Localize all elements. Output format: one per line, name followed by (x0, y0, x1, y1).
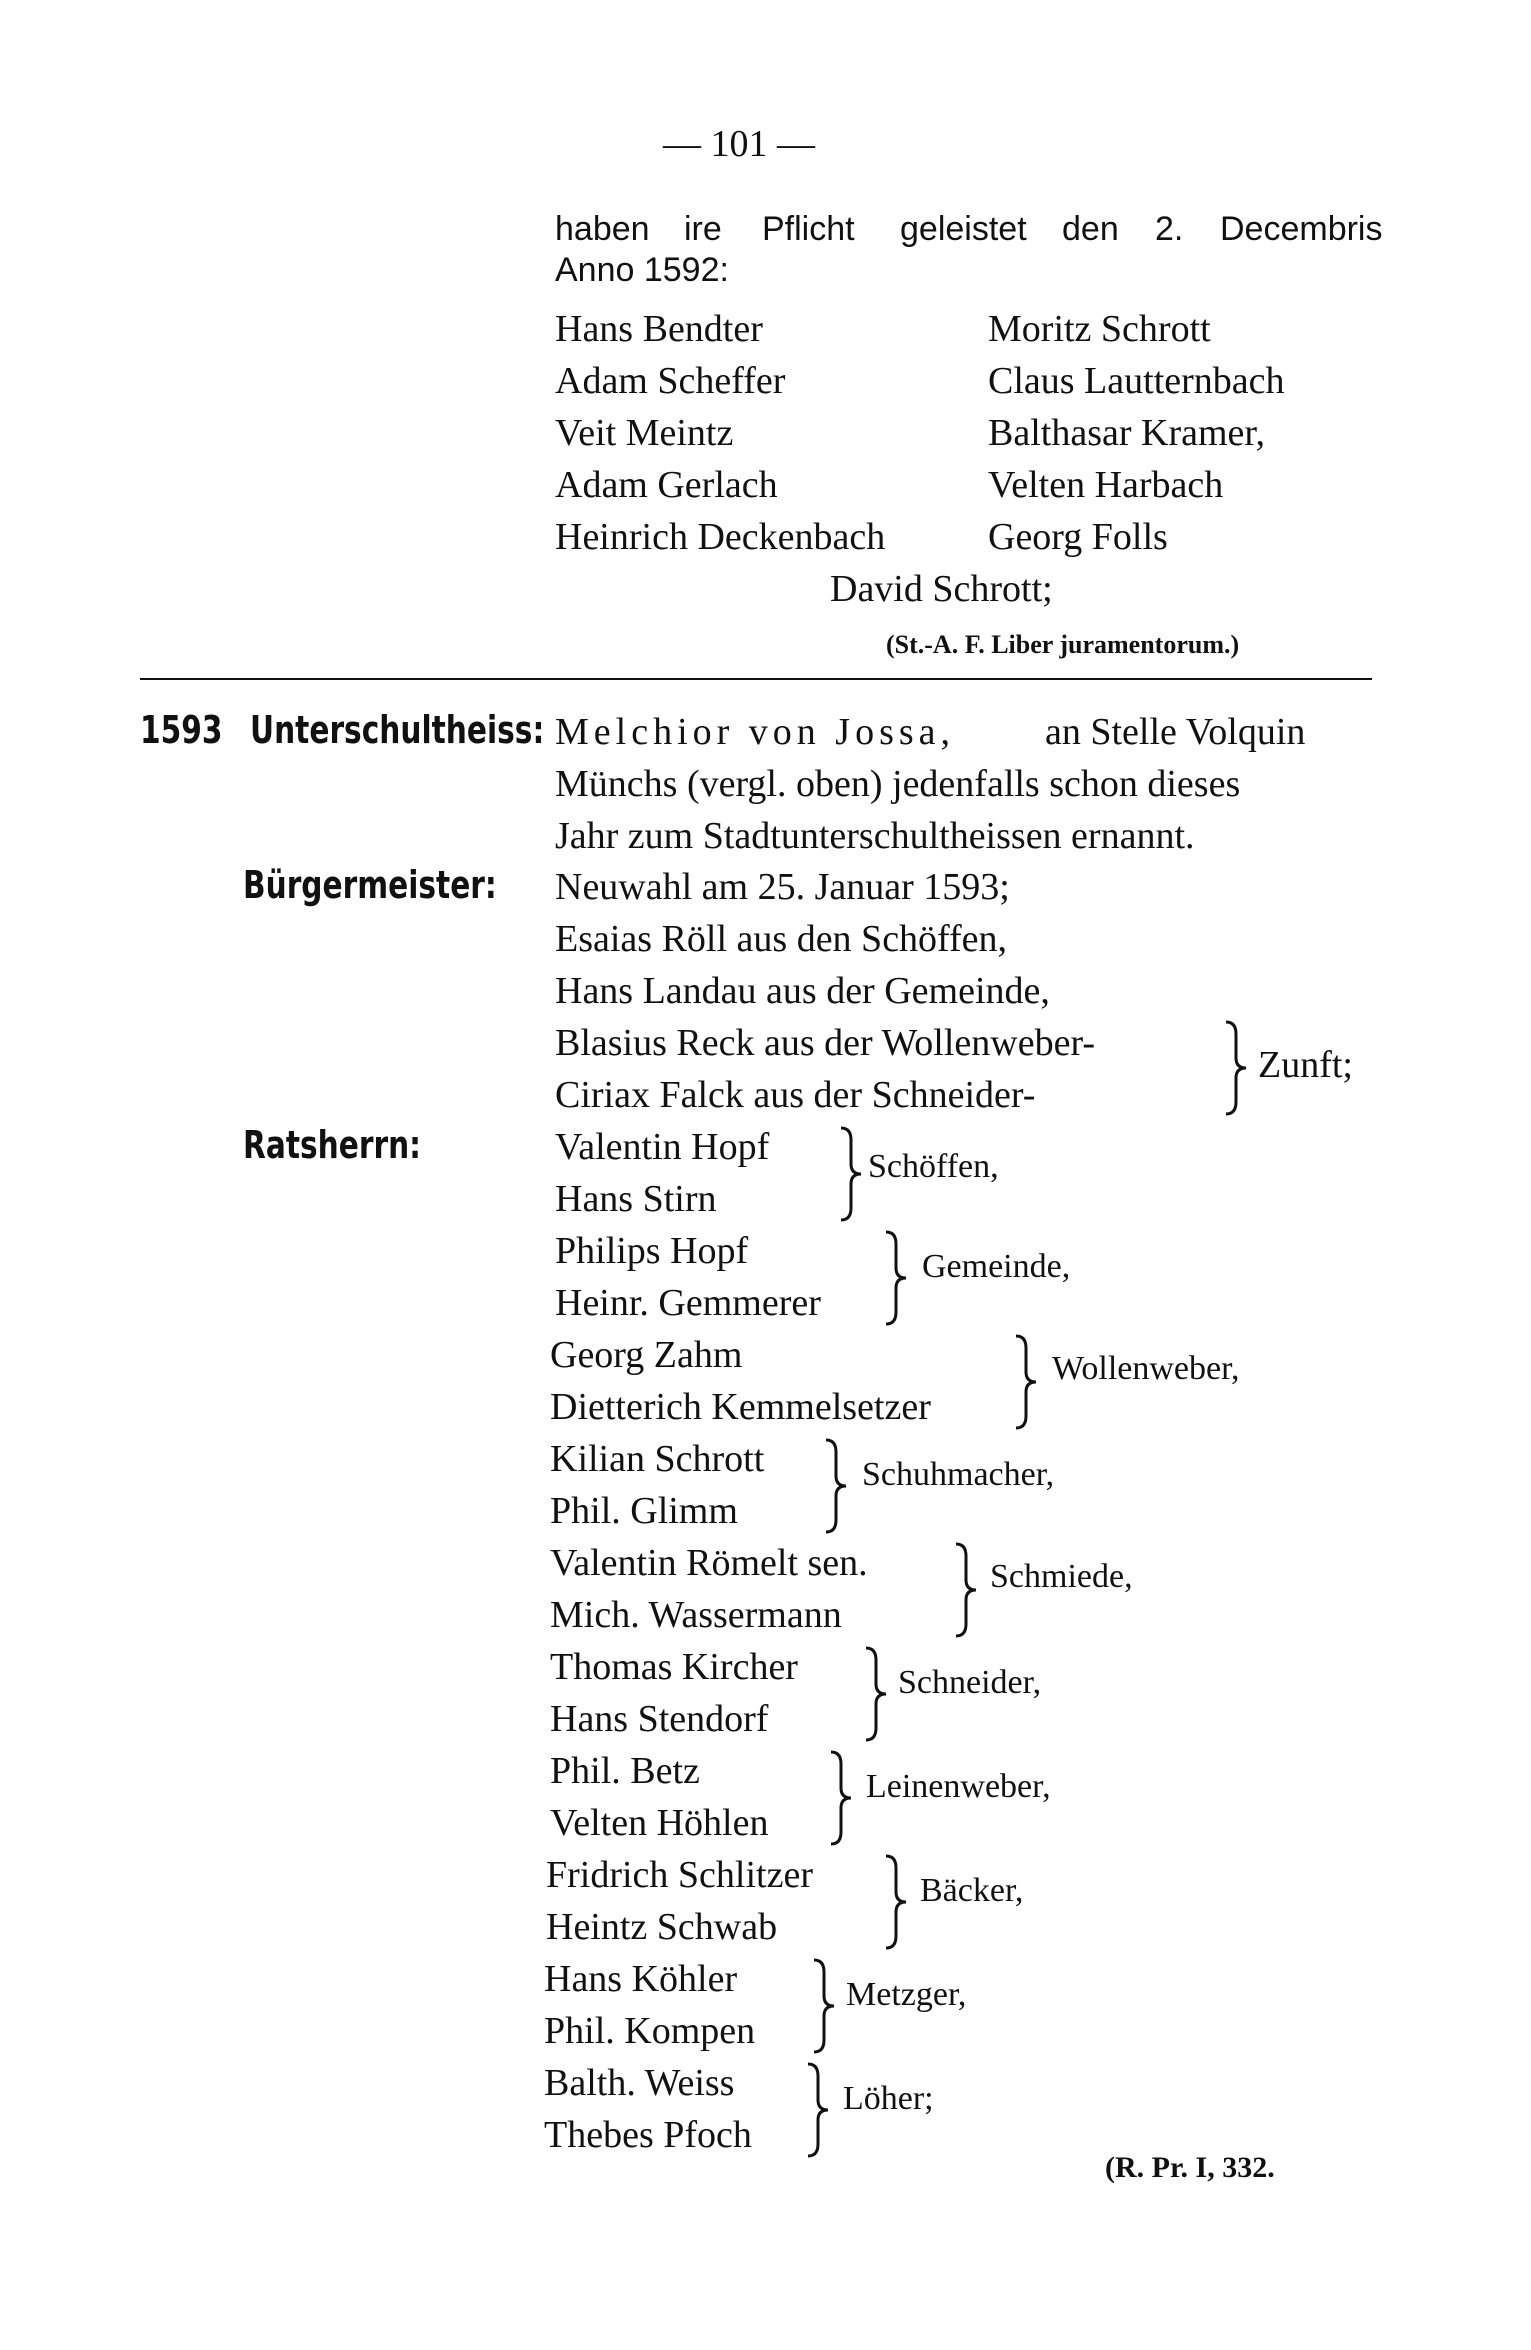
buergermeister-line: Esaias Röll aus den Schöffen, (555, 918, 1008, 960)
oath-name-left: Heinrich Deckenbach (555, 516, 886, 558)
intro-word: 2. (1155, 210, 1184, 248)
ratsherr-name: Dietterich Kemmelsetzer (550, 1386, 931, 1428)
intro-word: den (1062, 210, 1119, 248)
ratsherr-name: Philips Hopf (555, 1230, 749, 1272)
intro-word: geleistet (900, 210, 1027, 248)
ratsherr-name: Hans Stirn (555, 1178, 717, 1220)
brace-icon (802, 2060, 832, 2160)
brace-icon (835, 1124, 865, 1224)
unterschultheiss-line: Münchs (vergl. oben) jedenfalls schon dieses (555, 763, 1241, 805)
oath-name-right: Moritz Schrott (988, 308, 1211, 350)
ratsherr-group-label: Bäcker, (920, 1872, 1024, 1909)
ratsherr-name: Heinr. Gemmerer (555, 1282, 821, 1324)
ratsherr-name: Heintz Schwab (546, 1906, 778, 1948)
buergermeister-line: Hans Landau aus der Gemeinde, (555, 970, 1050, 1012)
ratsherr-name: Velten Höhlen (550, 1802, 769, 1844)
ratsherr-name: Hans Köhler (544, 1958, 738, 2000)
ratsherr-name: Hans Stendorf (550, 1698, 769, 1740)
oath-name-left: Hans Bendter (555, 308, 763, 350)
ratsherr-name: Valentin Römelt sen. (550, 1542, 868, 1584)
ratsherr-name: Georg Zahm (550, 1334, 743, 1376)
ratsherrn-label: Ratsherrn: (243, 1123, 422, 1167)
unterschultheiss-label: Unterschultheiss: (250, 708, 545, 752)
ratsherr-group-label: Schöffen, (868, 1148, 999, 1185)
ratsherr-name: Kilian Schrott (550, 1438, 765, 1480)
unterschultheiss-name: Melchior von Jossa, (555, 711, 956, 753)
buergermeister-zunft-line: Ciriax Falck aus der Schneider- (555, 1074, 1036, 1116)
ratsherr-group-label: Gemeinde, (922, 1248, 1071, 1285)
ratsherr-name: Thebes Pfoch (544, 2114, 752, 2156)
unterschultheiss-rest: an Stelle Volquin (1045, 711, 1306, 753)
ratsherr-group-label: Schmiede, (990, 1558, 1133, 1595)
buergermeister-zunft-line: Blasius Reck aus der Wollenweber- (555, 1022, 1095, 1064)
ratsherr-group-label: Metzger, (846, 1976, 967, 2013)
ratsherr-group-label: Löher; (843, 2080, 934, 2117)
section-divider (140, 678, 1372, 680)
oath-name-left: Veit Meintz (555, 412, 734, 454)
source-note: (St.-A. F. Liber juramentorum.) (886, 630, 1240, 659)
oath-name-right: Georg Folls (988, 516, 1168, 558)
brace-icon (825, 1748, 855, 1848)
unterschultheiss-line: Jahr zum Stadtunterschultheissen ernannt. (555, 815, 1195, 857)
intro-word: haben (555, 210, 650, 248)
ratsherr-group-label: Schneider, (898, 1664, 1042, 1701)
ratsherr-name: Balth. Weiss (544, 2062, 735, 2104)
intro-word: ire (684, 210, 722, 248)
intro-word: Pflicht (762, 210, 855, 248)
oath-name-right: Velten Harbach (988, 464, 1224, 506)
buergermeister-label: Bürgermeister: (243, 863, 497, 907)
ratsherr-name: Fridrich Schlitzer (546, 1854, 813, 1896)
brace-icon (860, 1644, 890, 1744)
oath-name-left: Adam Scheffer (555, 360, 786, 402)
oath-name-last: David Schrott; (830, 568, 1053, 610)
brace-icon (820, 1436, 850, 1536)
ratsherr-name: Thomas Kircher (550, 1646, 798, 1688)
brace-icon (880, 1852, 910, 1952)
ratsherr-name: Valentin Hopf (555, 1126, 770, 1168)
zunft-label: Zunft; (1258, 1044, 1353, 1086)
brace-icon (950, 1540, 980, 1640)
intro-line-2: Anno 1592: (555, 251, 729, 289)
brace-icon (808, 1956, 838, 2056)
ratsherr-name: Phil. Kompen (544, 2010, 756, 2052)
footer-reference: (R. Pr. I, 332. (1105, 2151, 1275, 2184)
brace-icon (1220, 1018, 1250, 1118)
intro-word: Decembris (1220, 210, 1383, 248)
brace-icon (1010, 1332, 1040, 1432)
ratsherr-name: Phil. Betz (550, 1750, 700, 1792)
year-label: 1593 (140, 708, 223, 752)
ratsherr-name: Mich. Wassermann (550, 1594, 842, 1636)
brace-icon (880, 1228, 910, 1328)
oath-name-right: Balthasar Kramer, (988, 412, 1266, 454)
ratsherr-name: Phil. Glimm (550, 1490, 738, 1532)
buergermeister-line: Neuwahl am 25. Januar 1593; (555, 866, 1010, 908)
oath-name-left: Adam Gerlach (555, 464, 778, 506)
ratsherr-group-label: Schuhmacher, (862, 1456, 1055, 1493)
oath-name-right: Claus Lautternbach (988, 360, 1285, 402)
ratsherr-group-label: Leinenweber, (866, 1768, 1051, 1805)
ratsherr-group-label: Wollenweber, (1052, 1350, 1240, 1387)
page-number: — 101 — (663, 123, 815, 165)
